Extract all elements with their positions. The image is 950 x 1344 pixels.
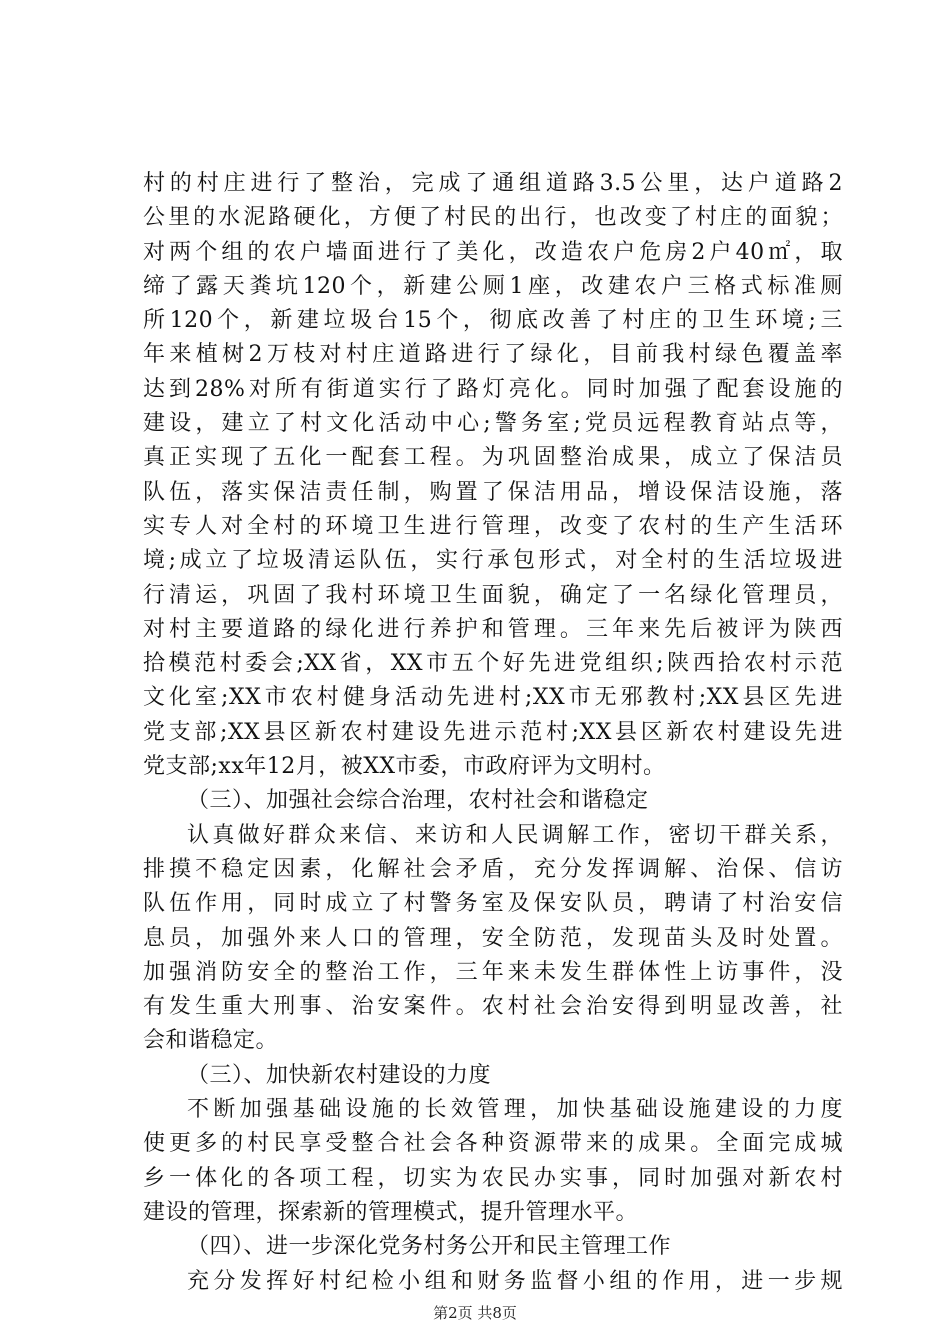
text-line: 年来植树2万枝对村庄道路进行了绿化，目前我村绿色覆盖率 xyxy=(143,342,843,368)
text-line: 会和谐稳定。 xyxy=(143,1028,279,1054)
page-footer: 第2页 共8页 xyxy=(433,1304,517,1322)
text-line: 达到28%对所有街道实行了路灯亮化。同时加强了配套设施的 xyxy=(143,376,843,402)
text-line: 不断加强基础设施的长效管理，加快基础设施建设的力度 xyxy=(187,1097,843,1123)
section-heading: （三）、加快新农村建设的力度 xyxy=(187,1062,492,1088)
text-line: 党支部;XX县区新农村建设先进示范村;XX县区新农村建设先进 xyxy=(143,719,843,745)
text-line: 实专人对全村的环境卫生进行管理，改变了农村的生产生活环 xyxy=(143,513,843,539)
text-line: 建设的管理，探索新的管理模式，提升管理水平。 xyxy=(143,1199,639,1225)
section-heading: （四）、进一步深化党务村务公开和民主管理工作 xyxy=(187,1234,672,1260)
text-line: 缔了露天粪坑120个，新建公厕1座，改建农户三格式标准厕 xyxy=(143,273,843,299)
text-line: 排摸不稳定因素，化解社会矛盾，充分发挥调解、治保、信访 xyxy=(143,856,843,882)
body-text xyxy=(143,167,843,1299)
text-line: 有发生重大刑事、治安案件。农村社会治安得到明显改善，社 xyxy=(143,994,843,1020)
text-line: 真正实现了五化一配套工程。为巩固整治成果，成立了保洁员 xyxy=(143,445,843,471)
text-line: 使更多的村民享受整合社会各种资源带来的成果。全面完成城 xyxy=(143,1131,843,1157)
text-line: 充分发挥好村纪检小组和财务监督小组的作用，进一步规 xyxy=(187,1268,843,1294)
text-line: 建设，建立了村文化活动中心;警务室;党员远程教育站点等， xyxy=(143,411,843,437)
text-line: 队伍作用，同时成立了村警务室及保安队员，聘请了村治安信 xyxy=(143,891,843,917)
text-line: 对村主要道路的绿化进行养护和管理。三年来先后被评为陕西 xyxy=(143,616,843,642)
text-line: 所120个，新建垃圾台15个，彻底改善了村庄的卫生环境;三 xyxy=(143,308,843,334)
text-line: 境;成立了垃圾清运队伍，实行承包形式，对全村的生活垃圾进 xyxy=(143,548,843,574)
text-line: 拾模范村委会;XX省，XX市五个好先进党组织;陕西拾农村示范 xyxy=(143,651,843,677)
text-line: 党支部;xx年12月，被XX市委，市政府评为文明村。 xyxy=(143,754,666,780)
text-line: 息员，加强外来人口的管理，安全防范，发现苗头及时处置。 xyxy=(143,925,843,951)
text-line: 公里的水泥路硬化，方便了村民的出行，也改变了村庄的面貌； xyxy=(143,205,843,231)
text-line: 村的村庄进行了整治，完成了通组道路3.5公里，达户道路2 xyxy=(143,171,843,196)
text-line: 加强消防安全的整治工作，三年来未发生群体性上访事件，没 xyxy=(143,959,843,985)
text-line: 文化室;XX市农村健身活动先进村;XX市无邪教村;XX县区先进 xyxy=(143,685,843,711)
text-line: 队伍，落实保洁责任制，购置了保洁用品，增设保洁设施，落 xyxy=(143,479,843,505)
section-heading: （三）、加强社会综合治理，农村社会和谐稳定 xyxy=(187,788,649,814)
text-line: 行清运，巩固了我村环境卫生面貌，确定了一名绿化管理员， xyxy=(143,582,843,608)
text-line: 乡一体化的各项工程，切实为农民办实事，同时加强对新农村 xyxy=(143,1165,843,1191)
text-line: 对两个组的农户墙面进行了美化，改造农户危房2户40㎡，取 xyxy=(143,239,843,265)
text-line: 认真做好群众来信、来访和人民调解工作，密切干群关系， xyxy=(187,822,843,848)
